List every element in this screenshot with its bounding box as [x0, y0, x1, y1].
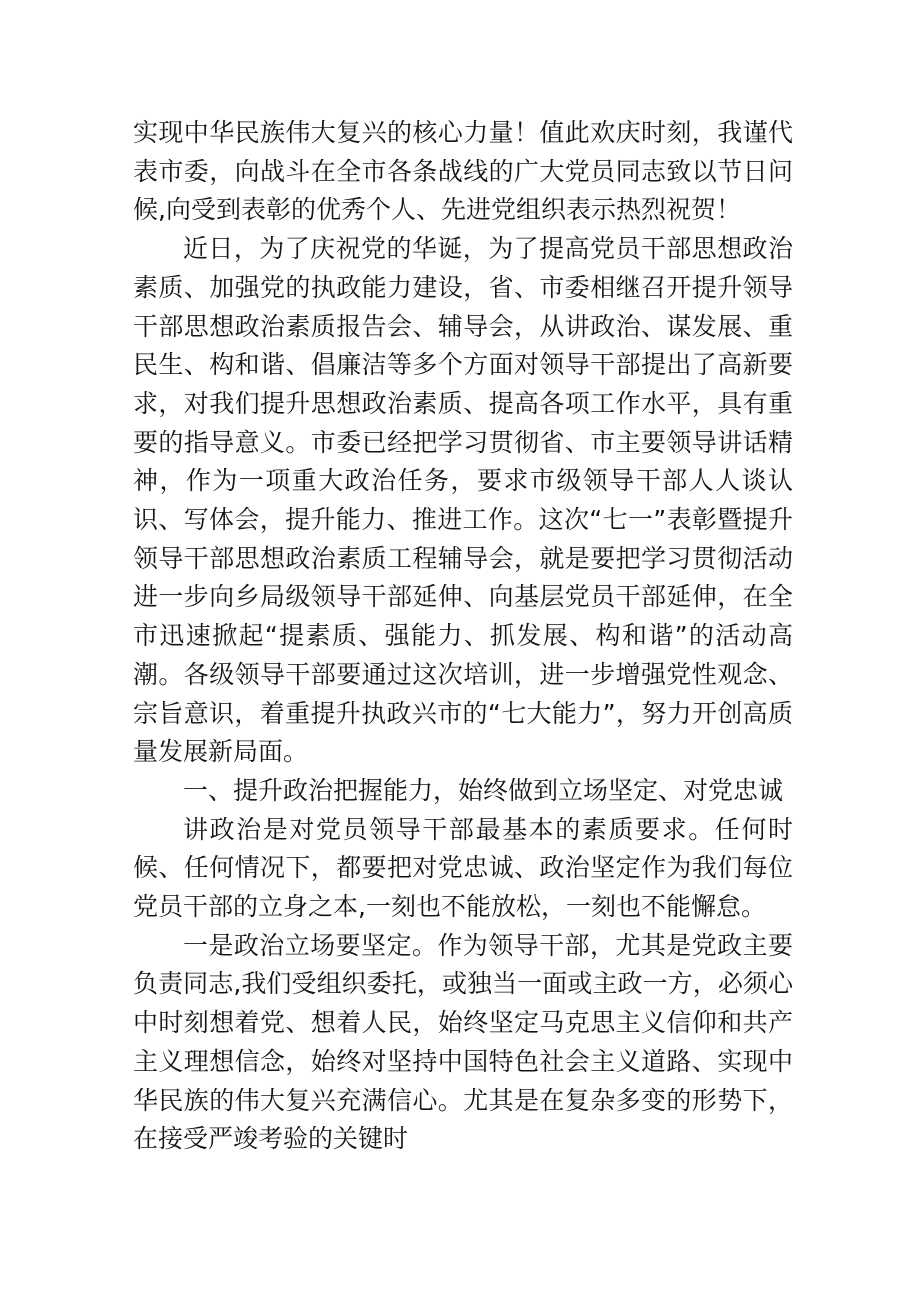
document-body	[133, 114, 793, 1159]
section-heading-1: 一、提升政治把握能力，始终做到立场坚定、对党忠诚	[183, 775, 784, 805]
paragraph-political-awareness: 讲政治是对党员领导干部最基本的素质要求。任何时候、任何情况下，都要把对党忠诚、政治坚定作为我们每位党员干部的立身之本,一刻也不能放松，一刻也不能懈怠。	[133, 814, 793, 922]
paragraph-political-stance: 一是政治立场要坚定。作为领导干部，尤其是党政主要负责同志,我们受组织委托，或独当一面或主政一方，必须心中时刻想着党、想着人民，始终坚定马克思主义信仰和共产主义理想信念，始终对坚持中国特色社会主义道路、实现中华民族的伟大复兴充满信心。尤其是在复杂多变的形势下，在接受严竣考验的关键时	[133, 930, 793, 1154]
paragraph-continuation: 实现中华民族伟大复兴的核心力量！值此欢庆时刻，我谨代表市委，向战斗在全市各条战线的广大党员同志致以节日问候,向受到表彰的优秀个人、先进党组织表示热烈祝贺！	[133, 118, 793, 225]
paragraph-introduction: 近日，为了庆祝党的华诞，为了提高党员干部思想政治素质、加强党的执政能力建设，省、市委相继召开提升领导干部思想政治素质报告会、辅导会，从讲政治、谋发展、重民生、构和谐、倡廉洁等多个方面对领导干部提出了高新要求，对我们提升思想政治素质、提高各项工作水平，具有重要的指导意义。市委已经把学习贯彻省、市主要领导讲话精神，作为一项重大政治任务，要求市级领导干部人人谈认识、写体会，提升能力、推进工作。这次“七一”表彰暨提升领导干部思想政治素质工程辅导会，就是要把学习贯彻活动进一步向乡局级领导干部延伸、向基层党员干部延伸，在全市迅速掀起“提素质、强能力、抓发展、构和谐”的活动高潮。各级领导干部要通过这次培训，进一步增强党性观念、宗旨意识，着重提升执政兴市的“七大能力”，努力开创高质量发展新局面。	[133, 234, 793, 767]
